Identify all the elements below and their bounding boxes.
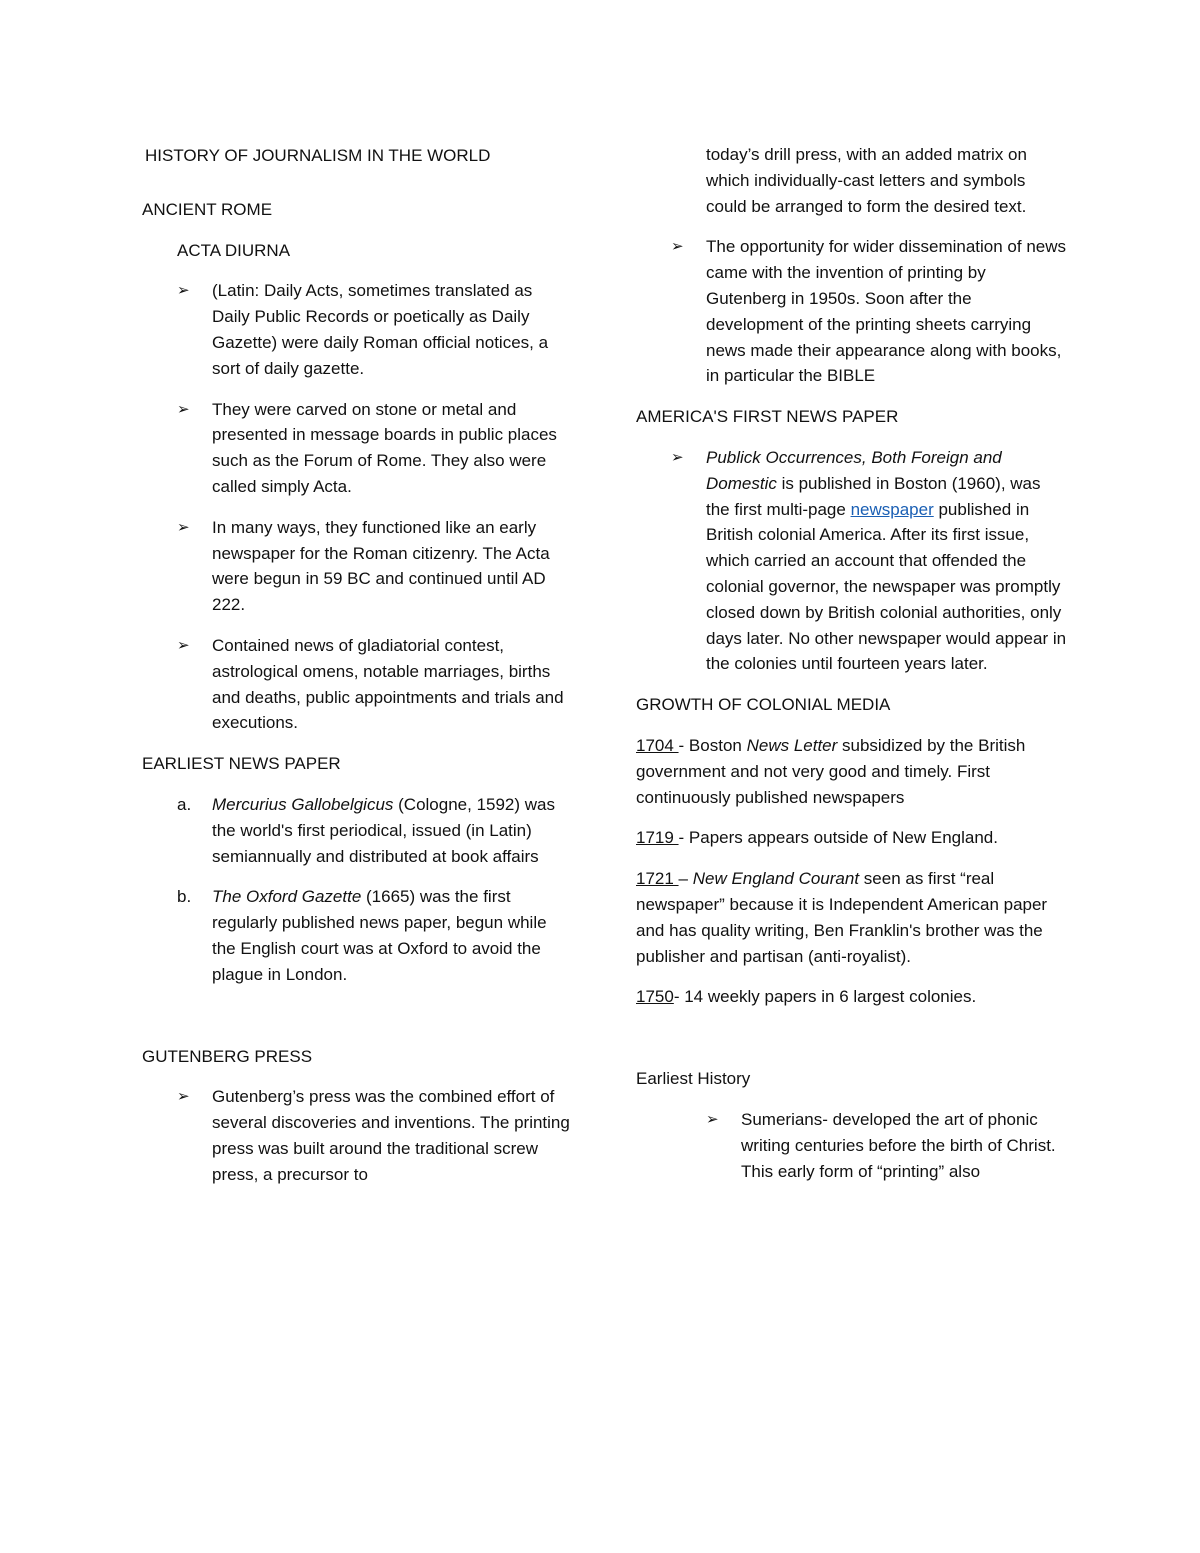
arrow-bullet-icon: ➢: [671, 447, 684, 466]
newspaper-link[interactable]: newspaper: [850, 499, 934, 519]
list-item: ➢ (Latin: Daily Acts, sometimes translated as Daily Public Records or poetically as Daily Gazette) were daily Roman official notices, a sort of daily gazette.: [142, 278, 572, 381]
arrow-bullet-icon: ➢: [177, 517, 190, 536]
right-column: [636, 142, 1068, 1199]
earliest-history-bullets: [636, 1107, 1068, 1184]
section-heading-earliest-news-paper: EARLIEST NEWS PAPER: [142, 754, 341, 774]
earliest-news-paper-list: [142, 792, 572, 988]
page-title: HISTORY OF JOURNALISM IN THE WORLD: [145, 146, 491, 165]
list-item: ➢ Sumerians- developed the art of phonic writing centuries before the birth of Christ. This early form of “printing” also: [636, 1107, 1068, 1184]
section-heading-americas-first: AMERICA'S FIRST NEWS PAPER: [636, 407, 899, 427]
year-label: 1704: [636, 735, 679, 755]
arrow-bullet-icon: ➢: [706, 1109, 719, 1128]
year-label: 1719: [636, 828, 679, 848]
printing-bullets: [636, 234, 1068, 389]
list-item: b. The Oxford Gazette (1665) was the first regularly published news paper, begun while the English court was at Oxford to avoid the plague in London.: [142, 884, 572, 987]
list-item: ➢ Contained news of gladiatorial contest, astrological omens, notable marriages, births and deaths, public appointments and trials and executions.: [142, 633, 572, 736]
section-heading-earliest-history: Earliest History: [636, 1069, 751, 1089]
section-heading-colonial-media: GROWTH OF COLONIAL MEDIA: [636, 695, 891, 715]
year-label: 1750: [636, 987, 674, 1007]
list-item: ➢ Gutenberg’s press was the combined effort of several discoveries and inventions. The printing press was built around the traditional screw press, a precursor to: [142, 1084, 572, 1187]
section-heading-gutenberg-press: GUTENBERG PRESS: [142, 1046, 313, 1066]
list-item: a. Mercurius Gallobelgicus (Cologne, 1592) was the world's first periodical, issued (in Latin) semiannually and distributed at book affairs: [142, 792, 572, 869]
continued-paragraph: today’s drill press, with an added matrix on which individually-cast letters and symbols could be arranged to form the desired text.: [706, 145, 1027, 216]
list-item: ➢ In many ways, they functioned like an early newspaper for the Roman citizenry. The Acta were begun in 59 BC and continued until AD 222.: [142, 515, 572, 618]
timeline-entry: 1721 – New England Courant seen as first “real newspaper” because it is Independent American paper and has quality writing, Ben Franklin's brother was the publisher and partisan (anti-royalist).: [636, 869, 1048, 966]
arrow-bullet-icon: ➢: [177, 635, 190, 654]
america-first-bullets: [636, 445, 1068, 677]
section-heading-ancient-rome: ANCIENT ROME: [142, 199, 273, 219]
subheading-acta-diurna: ACTA DIURNA: [177, 240, 291, 260]
publication-title: The Oxford Gazette: [212, 887, 362, 907]
publication-title: Publick Occurrences, Both Foreign and Domestic: [706, 447, 1002, 493]
left-column: [142, 143, 572, 1203]
acta-diurna-bullets: [142, 278, 572, 736]
list-item: ➢ Publick Occurrences, Both Foreign and Domestic is published in Boston (1960), was the first multi-page newspaper published in British colonial America. After its first issue, which carried an account that offended the colonial governor, the newspaper was promptly closed down by British colonial authorities, only days later. No other newspaper would appear in the colonies until fourteen years later.: [636, 445, 1068, 677]
list-item: ➢ They were carved on stone or metal and presented in message boards in public places such as the Forum of Rome. They also were called simply Acta.: [142, 397, 572, 500]
timeline-entry: 1704 - Boston News Letter subsidized by the British government and not very good and timely. First continuously published newspapers: [636, 735, 1026, 807]
list-marker: b.: [177, 887, 192, 907]
arrow-bullet-icon: ➢: [177, 281, 190, 300]
list-marker: a.: [177, 794, 192, 814]
arrow-bullet-icon: ➢: [671, 237, 684, 256]
publication-title: Mercurius Gallobelgicus: [212, 794, 394, 814]
year-label: 1721: [636, 869, 679, 889]
gutenberg-bullets: [142, 1084, 572, 1187]
timeline-entry: 1750- 14 weekly papers in 6 largest colonies.: [636, 987, 977, 1007]
arrow-bullet-icon: ➢: [177, 1087, 190, 1106]
timeline-entry: 1719 - Papers appears outside of New England.: [636, 828, 998, 848]
arrow-bullet-icon: ➢: [177, 399, 190, 418]
list-item: ➢ The opportunity for wider dissemination of news came with the invention of printing by Gutenberg in 1950s. Soon after the development of the printing sheets carrying news made their appearance along with books, in particular the BIBLE: [636, 234, 1068, 389]
